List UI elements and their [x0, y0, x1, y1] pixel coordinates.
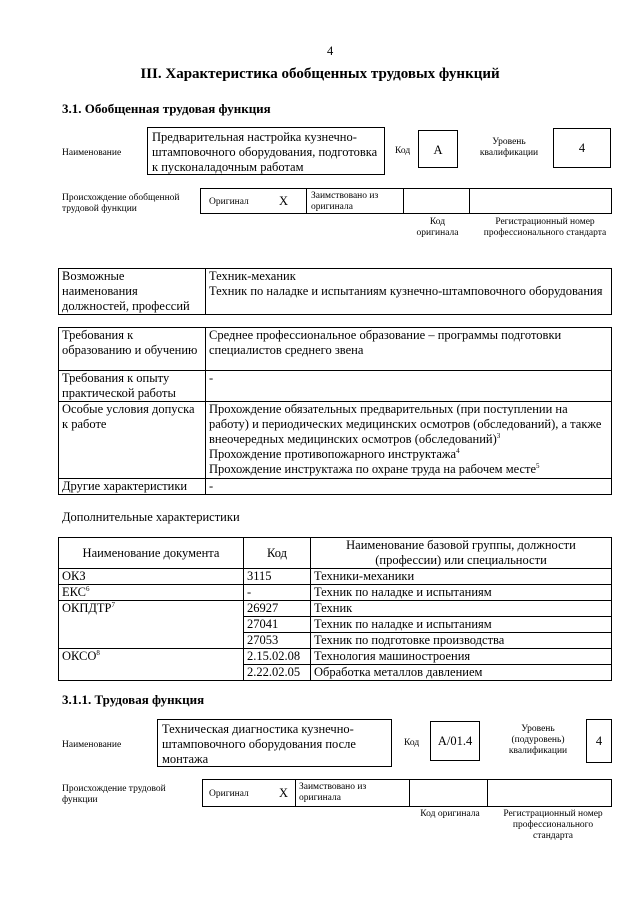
col-code-header: Код: [244, 538, 311, 569]
table-row: [59, 601, 612, 617]
table-row: [59, 569, 612, 585]
divider: [306, 189, 307, 213]
gtf-level-label: Уровень квалификации: [479, 137, 539, 158]
positions-values: [206, 269, 612, 315]
row-code: 2.15.02.08: [244, 649, 311, 665]
row-doc: ЕКС: [62, 585, 86, 599]
gtf-original-label: Оригинал: [209, 197, 249, 207]
divider: [403, 189, 404, 213]
tf-origin-label: Происхождение трудовой функции: [62, 784, 166, 805]
gtf-borrowed-label: Заимствовано из оригинала: [311, 191, 379, 212]
req-other-label: Другие характеристики: [59, 479, 206, 495]
row-name: Техник по наладке и испытаниям: [311, 585, 612, 601]
row-code: 26927: [244, 601, 311, 617]
row-doc: ОКСО: [62, 649, 97, 663]
footnote-mark: 3: [496, 432, 501, 440]
tf-heading: 3.1.1. Трудовая функция: [62, 692, 205, 707]
page-number: 4: [327, 44, 334, 58]
section-title: III. Характеристика обобщенных трудовых функций: [140, 66, 500, 82]
gtf-level-value: 4: [553, 128, 611, 168]
tf-origin-box: [202, 779, 612, 807]
col-name-header: Наименование базовой группы, должности (профессии) или специальности: [311, 538, 612, 569]
row-name: Техники-механики: [311, 569, 612, 585]
req-special-line: Прохождение противопожарного инструктажа: [209, 447, 457, 461]
gtf-reg-num-label: Регистрационный номер профессионального стандарта: [483, 217, 607, 238]
row-code: 27053: [244, 633, 311, 649]
row-code: -: [244, 585, 311, 601]
gtf-name-label: Наименование: [62, 148, 122, 158]
positions-label: Возможные наименования должностей, профессий: [59, 269, 206, 315]
tf-name-value: Техническая диагностика кузнечно-штамповочного оборудования после монтажа: [157, 719, 392, 767]
footnote-mark: 6: [86, 585, 90, 593]
gtf-original-mark: X: [279, 194, 289, 208]
row-name: Техник по наладке и испытаниям: [311, 617, 612, 633]
additional-table: [58, 537, 612, 681]
tf-borrowed-label: Заимствовано из оригинала: [299, 782, 367, 803]
positions-table: [58, 268, 612, 315]
tf-level-value: 4: [586, 719, 612, 763]
gtf-name-value: Предварительная настройка кузнечно-штамповочного оборудования, подготовка к пусконаладочным работам: [147, 127, 385, 175]
gtf-orig-code-label: Код оригинала: [416, 217, 459, 238]
tf-code-label: Код: [404, 738, 420, 748]
req-special-value: [206, 402, 612, 479]
tf-original-label: Оригинал: [209, 789, 249, 799]
col-doc-header: Наименование документа: [59, 538, 244, 569]
row-name: Технология машиностроения: [311, 649, 612, 665]
divider: [295, 780, 296, 806]
gtf-origin-label: Происхождение обобщенной трудовой функции: [62, 193, 180, 214]
table-row: [59, 649, 612, 665]
divider: [469, 189, 470, 213]
footnote-mark: 4: [456, 447, 460, 455]
requirements-table: [58, 327, 612, 495]
req-other-value: -: [206, 479, 612, 495]
req-edu-label: Требования к образованию и обучению: [59, 328, 206, 371]
divider: [487, 780, 488, 806]
req-special-line: Прохождение инструктажа по охране труда на рабочем месте: [209, 462, 537, 476]
row-code: 2.22.02.05: [244, 665, 311, 681]
footnote-mark: 5: [536, 462, 540, 470]
additional-heading: Дополнительные характеристики: [62, 510, 240, 524]
gtf-code-label: Код: [395, 146, 411, 156]
gtf-code-value: A: [418, 130, 458, 168]
row-name: Техник: [311, 601, 612, 617]
table-row: [59, 585, 612, 601]
row-doc: ОКЗ: [62, 569, 86, 583]
tf-reg-num-label: Регистрационный номер профессионального стандарта: [503, 809, 603, 841]
footnote-mark: 7: [111, 601, 116, 609]
row-code: 3115: [244, 569, 311, 585]
row-code: 27041: [244, 617, 311, 633]
tf-original-mark: X: [279, 786, 289, 800]
gtf-heading: 3.1. Обобщенная трудовая функция: [62, 101, 271, 116]
req-exp-label: Требования к опыту практической работы: [59, 371, 206, 402]
row-doc: ОКПДТР: [62, 601, 112, 615]
req-edu-value: Среднее профессиональное образование – программы подготовки специалистов среднего звена: [206, 328, 612, 371]
tf-orig-code-label: Код оригинала: [420, 809, 480, 819]
row-name: Техник по подготовке производства: [311, 633, 612, 649]
req-special-label: Особые условия допуска к работе: [59, 402, 206, 479]
row-name: Обработка металлов давлением: [311, 665, 612, 681]
tf-name-label: Наименование: [62, 740, 122, 750]
req-special-line: Прохождение обязательных предварительных (при поступлении на работу) и периодических медицинских осмотров (обследований), а также внеочередных медицинских осмотров (обследований): [209, 402, 602, 446]
footnote-mark: 8: [96, 649, 100, 657]
position-item: Техник по наладке и испытаниям кузнечно-штамповочного оборудования: [209, 284, 603, 298]
position-item: Техник-механик: [209, 269, 296, 283]
divider: [409, 780, 410, 806]
tf-code-value: A/01.4: [430, 721, 480, 761]
gtf-origin-box: [200, 188, 612, 214]
req-exp-value: -: [206, 371, 612, 402]
tf-level-label: Уровень (подуровень) квалификации: [508, 724, 568, 756]
